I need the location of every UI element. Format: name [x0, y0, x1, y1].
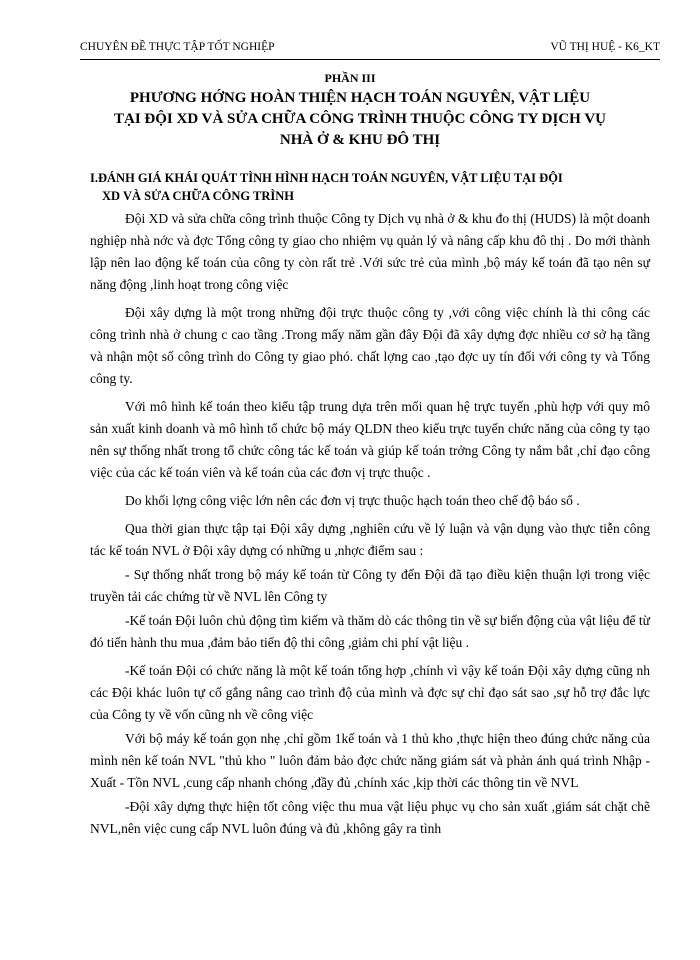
paragraph: Đội XD và sửa chữa công trình thuộc Công ty Dịch vụ nhà ở & khu đo thị (HUDS) là một doanh nghiệp nhà nớc và đợc Tổng công ty giao cho nhiệm vụ quản lý và nâng cấp khu đô thị . Do mới thành lập nên lao động kế toán của công ty còn rất trẻ .Với sức trẻ của mình ,bộ máy kế toán đã tạo nên sự năng động ,linh hoạt trong công việc — [90, 211, 650, 292]
page-header — [80, 41, 660, 60]
chapter-title — [80, 88, 640, 151]
title-line: TẠI ĐỘI XD VÀ SỬA CHỮA CÔNG TRÌNH THUỘC CÔNG TY DỊCH VỤ — [113, 111, 606, 127]
paragraph: Với bộ máy kế toán gọn nhẹ ,chỉ gồm 1kế toán và 1 thủ kho ,thực hiện theo đúng chức năng của mình nên kế toán NVL "thủ kho " luôn đảm bảo đợc chức năng giám sát và phản ánh quá trình Nhập - Xuất - Tồn NVL ,cung cấp nhanh chóng ,đầy đủ ,chính xác ,kịp thời các thông tin về NVL — [90, 731, 650, 790]
title-line: PHƯƠNG HỚNG HOÀN THIỆN HẠCH TOÁN NGUYÊN, VẬT LIỆU — [129, 90, 591, 106]
paragraph: Qua thời gian thực tập tại Đội xây dựng ,nghiên cứu về lý luận và vận dụng vào thực tiễn công tác kế toán NVL ở Đội xây dựng có những u ,nhợc điểm sau : — [90, 521, 650, 558]
section-heading — [90, 169, 650, 205]
header-left-text: CHUYÊN ĐỀ THỰC TẬP TỐT NGHIỆP — [80, 41, 275, 53]
paragraph: -Đội xây dựng thực hiện tốt công việc thu mua vật liệu phục vụ cho sản xuất ,giám sát chặt chẽ NVL,nên việc cung cấp NVL luôn đúng và đủ ,không gây ra tình — [90, 799, 650, 836]
paragraph: Với mô hình kế toán theo kiểu tập trung dựa trên mối quan hệ trực tuyến ,phù hợp với quy mô sản xuất kinh doanh và mô hình tổ chức bộ máy QLDN theo kiểu trực tuyến chức năng của công ty tạo nên sự thống nhất trong tổ chức công tác kế toán và giúp kế toán trởng Công ty nắm bắt ,chỉ đạo công việc của các kế toán viên và kế toán của các đơn vị trực thuộc . — [90, 399, 650, 480]
body-text — [90, 208, 650, 846]
paragraph: - Sự thống nhất trong bộ máy kế toán từ Công ty đến Đội đã tạo điều kiện thuận lợi trong việc truyền tải các chứng từ về NVL lên Công ty — [90, 567, 650, 604]
header-right-text: VŨ THỊ HUỆ - K6_KT — [550, 41, 660, 53]
paragraph: Đội xây dựng là một trong những đội trực thuộc công ty ,với công việc chính là thi công các công trình nhà ở chung c cao tầng .Trong mấy năm gần đây Đội đã xây dựng đợc nhiều cơ sở hạ tầng và nhận một số công trình do Công ty giao phó. chất lợng cao ,tạo đợc uy tín đối với công ty và Tổng công ty. — [90, 305, 650, 386]
paragraph: Do khối lợng công việc lớn nên các đơn vị trực thuộc hạch toán theo chế độ báo sổ . — [125, 493, 580, 508]
section-heading-line1: I.ĐÁNH GIÁ KHÁI QUÁT TÌNH HÌNH HẠCH TOÁN NGUYÊN, VẬT LIỆU TẠI ĐỘI — [90, 171, 563, 185]
section-heading-line2: XD VÀ SỬA CHỮA CÔNG TRÌNH — [102, 189, 295, 203]
paragraph: -Kế toán Đội luôn chủ động tìm kiếm và thăm dò các thông tin về sự biến động của vật liệu để từ đó tiến hành thu mua ,đảm bảo tiến độ thi công ,giảm chi phí vật liệu . — [90, 613, 650, 650]
part-label: PHẦN III — [324, 71, 376, 85]
title-line: NHÀ Ở & KHU ĐÔ THỊ — [279, 132, 441, 148]
paragraph: -Kế toán Đội có chức năng là một kế toán tổng hợp ,chính vì vậy kế toán Đội xây dựng cũng nh các Đội khác luôn tự cố gắng nâng cao trình độ của mình và đợc sự chỉ đạo sát sao ,sự hỗ trợ đắc lực của Công ty về vốn cũng nh về công việc — [90, 663, 650, 722]
